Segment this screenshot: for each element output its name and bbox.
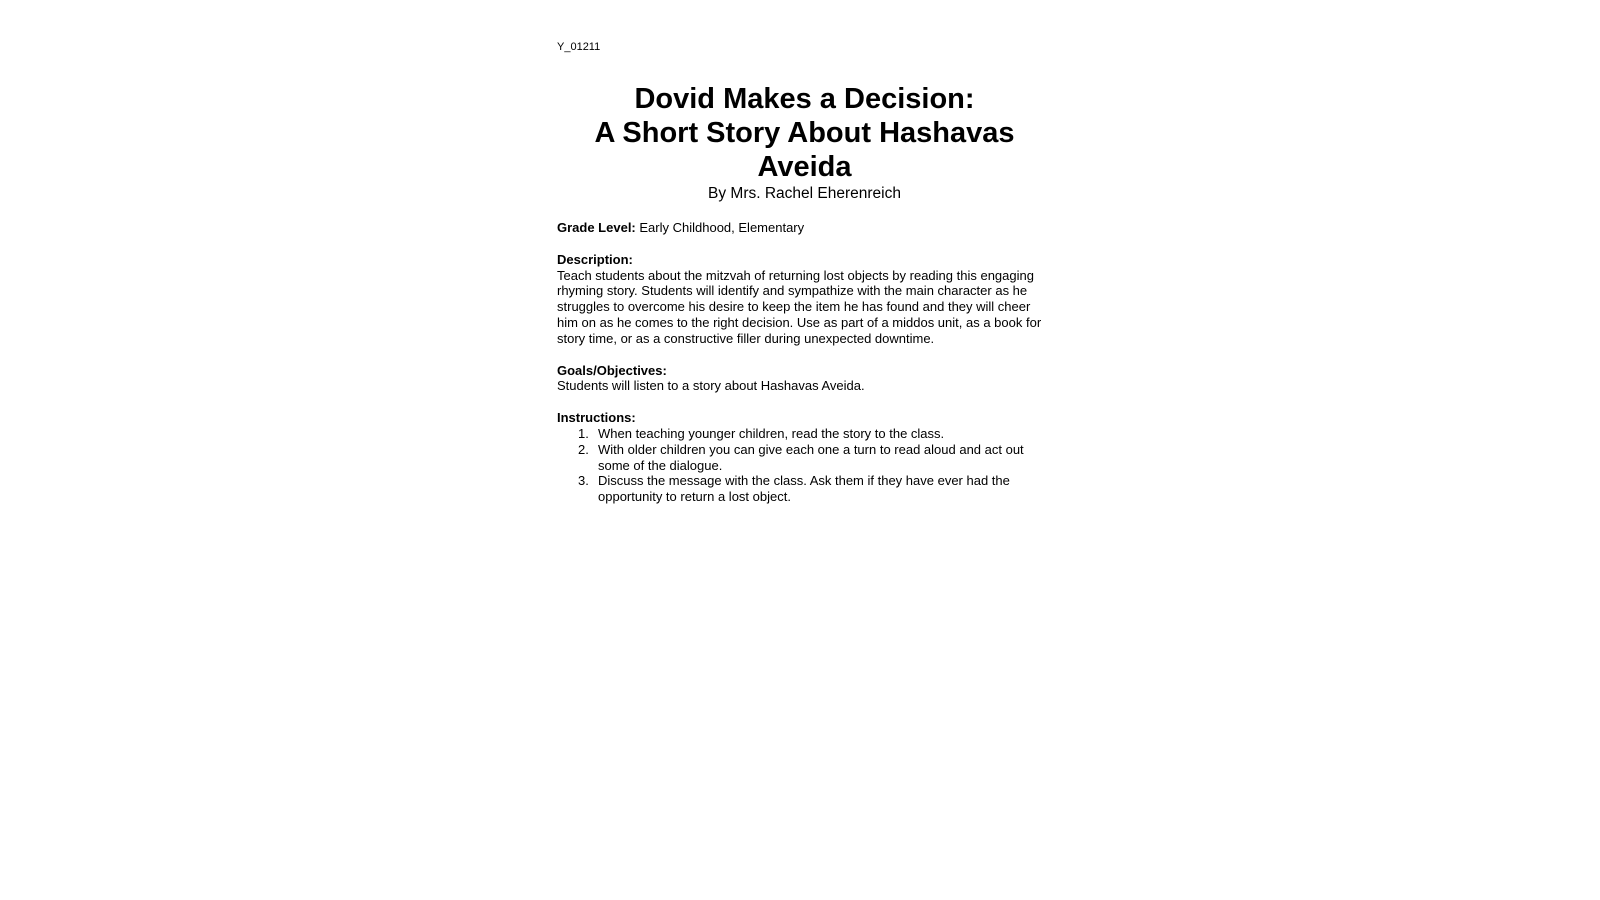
goals-text: Students will listen to a story about Hashavas Aveida. xyxy=(557,378,865,394)
description-section xyxy=(557,252,1052,347)
list-item xyxy=(557,473,1052,505)
document-id: Y_01211 xyxy=(557,41,601,53)
title-line-1: Dovid Makes a Decision: xyxy=(634,83,975,115)
instructions-section xyxy=(557,410,1052,505)
grade-level xyxy=(557,220,1052,236)
instructions-list xyxy=(557,426,1052,505)
list-item-text: Discuss the message with the class. Ask them if they have ever had the opportunity to return a lost object. xyxy=(598,473,1010,505)
description-label: Description: xyxy=(557,251,633,267)
list-item-number: 1. xyxy=(578,425,589,441)
description-text: Teach students about the mitzvah of returning lost objects by reading this engaging rhyming story. Students will identify and sympathize with the main character as he struggles to overcome his desire to keep the item he has found and they will cheer him on as he comes to the right decision. Use as part of a middos unit, as a book for story time, or as a constructive filler during unexpected downtime. xyxy=(557,267,1042,346)
title-line-3: Aveida xyxy=(757,151,852,183)
list-item-number: 2. xyxy=(578,441,589,457)
goals-label: Goals/Objectives: xyxy=(557,362,667,378)
list-item-text: With older children you can give each one a turn to read aloud and act out some of the dialogue. xyxy=(598,441,1024,473)
grade-level-label: Grade Level: xyxy=(557,220,636,235)
instructions-label: Instructions: xyxy=(557,410,636,426)
list-item-text: When teaching younger children, read the story to the class. xyxy=(598,425,945,441)
list-item-number: 3. xyxy=(578,473,589,489)
list-item xyxy=(557,426,1052,442)
document-page xyxy=(557,40,1052,505)
title-block xyxy=(557,82,1052,204)
title-line-2: A Short Story About Hashavas xyxy=(594,117,1015,149)
grade-level-value: Early Childhood, Elementary xyxy=(639,220,805,235)
goals-section xyxy=(557,363,1052,395)
author-byline: By Mrs. Rachel Eherenreich xyxy=(708,185,901,202)
list-item xyxy=(557,442,1052,474)
